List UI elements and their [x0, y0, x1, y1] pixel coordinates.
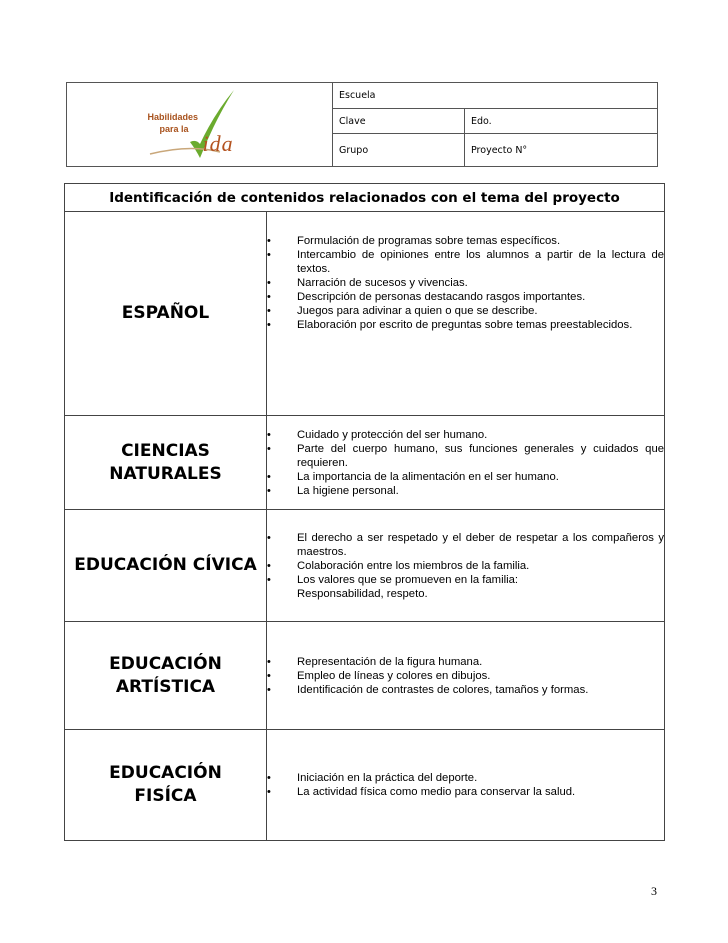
subject-educacion-artistica: [65, 622, 267, 730]
list-item: • Colaboración entre los miembros de la familia.: [267, 559, 664, 573]
list-item: • Iniciación en la práctica del deporte.: [267, 771, 664, 785]
subject-label: CIENCIAS: [121, 440, 210, 461]
list-item: • Representación de la figura humana.: [267, 655, 664, 669]
list-item: • Parte del cuerpo humano, sus funciones generales y cuidados que requieren.: [267, 442, 664, 470]
clave-field: Clave: [333, 109, 465, 134]
content-fisica: [267, 730, 665, 841]
list-item: • Cuidado y protección del ser humano.: [267, 428, 664, 442]
logo-text-habilidades: Habilidades: [147, 112, 199, 122]
content-civica: [267, 510, 665, 622]
content-ciencias: [267, 416, 665, 510]
content-artistica: [267, 622, 665, 730]
list-item: • Juegos para adivinar a quien o que se describe.: [267, 304, 664, 318]
proyecto-field: Proyecto N°: [465, 134, 658, 167]
list-item: • Narración de sucesos y vivencias.: [267, 276, 664, 290]
school-info-table: [66, 82, 658, 167]
subject-label: EDUCACIÓN: [109, 763, 222, 783]
table-row-civica: [65, 510, 665, 622]
list-item: • Descripción de personas destacando rasgos importantes.: [267, 290, 664, 304]
list-item: • Los valores que se promueven en la familia:: [267, 573, 664, 587]
list-item: • Empleo de líneas y colores en dibujos.: [267, 669, 664, 683]
habilidades-para-la-vida-logo: [130, 84, 270, 162]
checkmark-v-icon: [130, 84, 270, 162]
table-row-fisica: [65, 730, 665, 841]
table-row-espanol: [65, 212, 665, 416]
subject-label: EDUCACIÓN CÍVICA: [74, 555, 257, 575]
escuela-field: Escuela: [333, 83, 658, 109]
subject-label: FISÍCA: [134, 786, 197, 806]
table-row-artistica: [65, 622, 665, 730]
logo-cell: [67, 83, 333, 167]
list-item: • Formulación de programas sobre temas específicos.: [267, 234, 664, 248]
subject-label: ARTÍSTICA: [115, 676, 216, 697]
list-item: • Intercambio de opiniones entre los alumnos a partir de la lectura de textos.: [267, 248, 664, 276]
list-item: • Identificación de contrastes de colores, tamaños y formas.: [267, 683, 664, 697]
list-item-continuation: Responsabilidad, respeto.: [297, 587, 428, 600]
table-row-ciencias: [65, 416, 665, 510]
grupo-field: Grupo: [333, 134, 465, 167]
edo-field: Edo.: [465, 109, 658, 134]
subject-educacion-civica: [65, 510, 267, 622]
list-item: • El derecho a ser respetado y el deber de respetar a los compañeros y maestros.: [267, 531, 664, 559]
logo-text-para-la: para la: [159, 124, 189, 134]
logo-text-vida: ida: [202, 131, 234, 156]
subject-espanol: [65, 212, 267, 416]
subject-label: NATURALES: [109, 463, 222, 484]
subject-ciencias-naturales: [65, 416, 267, 510]
page-number: 3: [651, 884, 657, 898]
subject-label: ESPAÑOL: [121, 303, 210, 323]
subject-label: EDUCACIÓN: [109, 653, 222, 674]
table-title: Identificación de contenidos relacionados con el tema del proyecto: [65, 184, 665, 212]
list-item: • La actividad física como medio para conservar la salud.: [267, 785, 664, 799]
subject-educacion-fisica: [65, 730, 267, 841]
list-item: • La higiene personal.: [267, 484, 664, 498]
list-item: • La importancia de la alimentación en el ser humano.: [267, 470, 664, 484]
content-espanol: [267, 212, 665, 416]
contents-table: [64, 183, 665, 841]
list-item: • Elaboración por escrito de preguntas sobre temas preestablecidos.: [267, 318, 664, 332]
